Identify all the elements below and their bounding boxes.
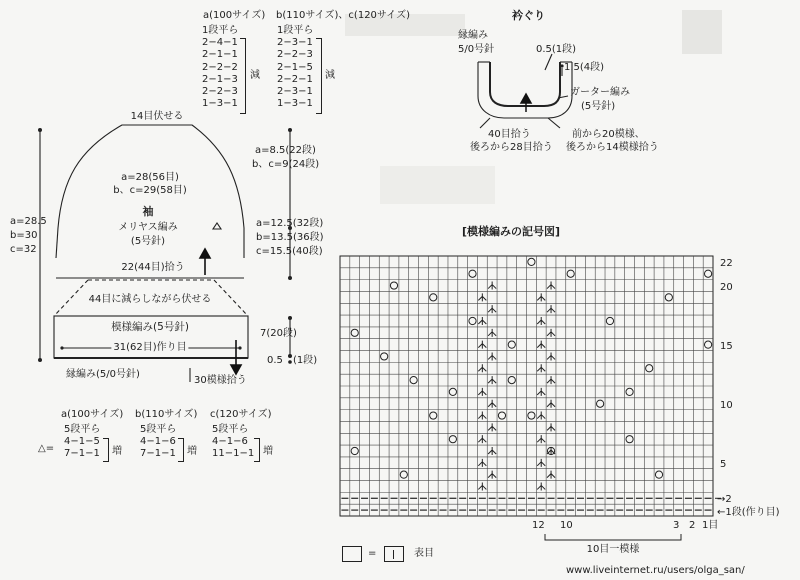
- width-a-label: a=28(56目): [121, 172, 179, 183]
- row-arrow-1: ←1段(作り目): [717, 507, 780, 518]
- list-item: 1−3−1: [202, 98, 238, 110]
- body-height-b: b=13.5(36段): [256, 232, 324, 243]
- body-height-a: a=12.5(32段): [256, 218, 324, 229]
- list-item: 2−3−1: [277, 37, 313, 49]
- bind-off-decreasing-label: 44目に減らしながら伏せる: [88, 294, 212, 305]
- decrease-mark: 減: [325, 70, 335, 81]
- collar-dim-1: 0.5(1段): [536, 44, 577, 55]
- col-number: 3: [673, 520, 680, 531]
- list-item: 1段平ら: [202, 25, 239, 36]
- collar-garter-needle: (5号針): [581, 101, 616, 112]
- row-number: 20: [720, 282, 733, 293]
- row-number: 15: [720, 341, 733, 352]
- triangle-equals: △=: [38, 443, 55, 454]
- edge-rows-label: (1段): [293, 355, 318, 366]
- list-item: 5段平ら: [64, 424, 101, 435]
- watermark: www.liveinternet.ru/users/olga_san/: [566, 565, 745, 576]
- decrease-mark: 減: [250, 70, 260, 81]
- knit-stitch-icon: [393, 550, 394, 559]
- list-item: 2−2−2: [202, 61, 238, 73]
- list-item: 5段平ら: [140, 424, 177, 435]
- increase-mark: 増: [112, 446, 122, 457]
- list-item: 2−1−1: [202, 49, 238, 61]
- increase-mark: 増: [263, 446, 273, 457]
- list-item: 2−1−5: [277, 61, 313, 73]
- increase-header-b: b(110サイズ): [135, 409, 198, 420]
- width-bc-label: b、c=29(58目): [113, 185, 187, 196]
- col-number: 10: [560, 520, 573, 531]
- list-item: 7−1−1: [64, 448, 100, 460]
- list-item: 7−1−1: [140, 448, 176, 460]
- collar-pick-front-2: 後ろから14模様拾う: [566, 142, 659, 153]
- bind-off-top-label: 14目伏せる: [130, 111, 184, 122]
- increase-header-c: c(120サイズ): [210, 409, 272, 420]
- row-number: 22: [720, 258, 733, 269]
- garter-edge-label: 縁編み(5/0号針): [66, 369, 140, 380]
- collar-title: 衿ぐり: [512, 9, 545, 22]
- collar-edge-needle: 5/0号針: [458, 44, 495, 55]
- list-item: 2−1−3: [202, 73, 238, 85]
- body-height-c: c=15.5(40段): [256, 246, 323, 257]
- list-item: 2−2−3: [202, 85, 238, 97]
- pickup-label: 22(44目)拾う: [121, 262, 185, 273]
- pickup-30-label: 30模様拾う: [194, 375, 247, 386]
- repeat-label: 10目一模様: [586, 544, 640, 555]
- increase-header-a: a(100サイズ): [61, 409, 124, 420]
- chart-title: [模様編みの記号図]: [462, 225, 561, 238]
- list-item: 2−2−3: [277, 49, 313, 61]
- col-number: 1目: [702, 520, 719, 531]
- list-item: 4−1−5: [64, 436, 100, 448]
- list-item: 5段平ら: [212, 424, 249, 435]
- legend-knit-label: 表目: [414, 548, 434, 559]
- legend-empty-cell: [342, 546, 362, 562]
- length-c: c=32: [10, 244, 37, 255]
- row-number: 10: [720, 400, 733, 411]
- increase-mark: 増: [187, 446, 197, 457]
- list-item: 2−4−1: [202, 37, 238, 49]
- cap-height-a: a=8.5(22段): [255, 145, 316, 156]
- list-item: 4−1−6: [212, 436, 248, 448]
- sleeve-title: 袖: [142, 205, 154, 218]
- list-item: 11−1−1: [212, 448, 255, 460]
- length-b: b=30: [10, 230, 38, 241]
- row-arrow-2: →2: [717, 494, 732, 505]
- row-number: 5: [720, 459, 727, 470]
- cast-on-label: 31(62目)作り目: [113, 342, 187, 353]
- collar-pick-front-1: 前から20模様、: [572, 129, 645, 140]
- collar-dim-2: 1.5(4段): [564, 62, 605, 73]
- pattern-stitch-label: 模様編み(5号針): [111, 321, 189, 333]
- cap-height-bc: b、c=9(24段): [252, 159, 320, 170]
- size-header-bc: b(110サイズ)、c(120サイズ): [276, 10, 411, 21]
- list-item: 1段平ら: [277, 25, 314, 36]
- collar-pick-back-2: 後ろから28目拾う: [470, 142, 553, 153]
- list-item: 4−1−6: [140, 436, 176, 448]
- list-item: 2−3−1: [277, 85, 313, 97]
- length-a: a=28.5: [10, 216, 47, 227]
- stitch-label: メリヤス編み: [118, 222, 178, 233]
- col-number: 2: [689, 520, 696, 531]
- list-item: 1−3−1: [277, 98, 313, 110]
- legend-equals: =: [368, 548, 377, 559]
- needle-label: (5号針): [130, 236, 166, 247]
- collar-garter: ガーター編み: [570, 87, 630, 98]
- collar-pick-back-1: 40目拾う: [488, 129, 531, 140]
- size-header-a: a(100サイズ): [203, 10, 266, 21]
- list-item: 2−2−1: [277, 73, 313, 85]
- collar-edge-name: 縁編み: [458, 30, 488, 41]
- edge-height-label: 0.5: [267, 355, 283, 366]
- legend-knit-cell: [384, 546, 404, 562]
- col-number: 12: [532, 520, 545, 531]
- cuff-height-label: 7(20段): [260, 328, 297, 339]
